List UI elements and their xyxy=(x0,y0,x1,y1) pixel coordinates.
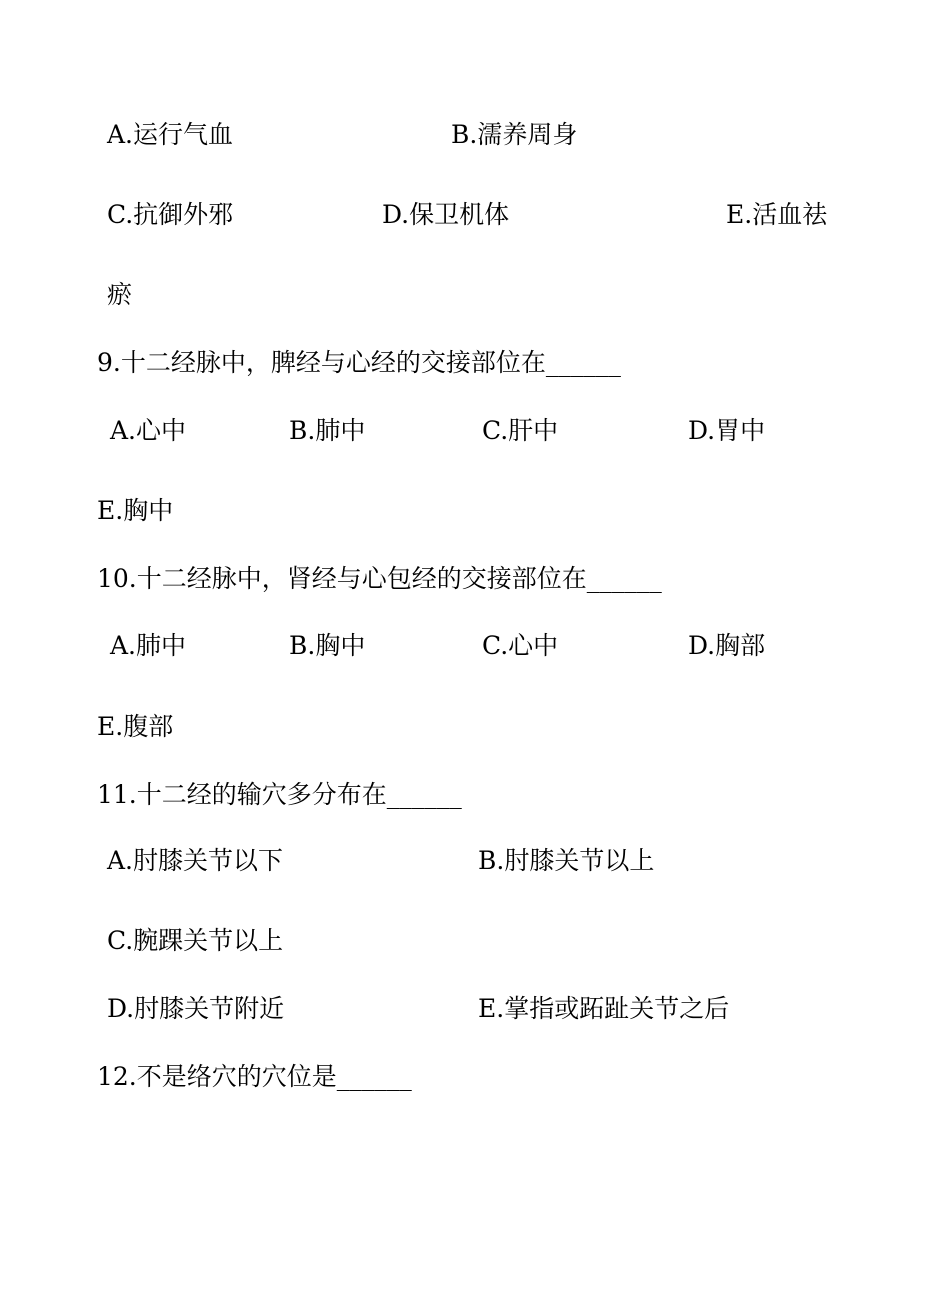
q8-option-b: B.濡养周身 xyxy=(451,120,578,149)
q10-option-a: A.肺中 xyxy=(110,631,187,660)
q8-option-e: E.活血祛 xyxy=(726,200,828,229)
q9-option-e: E.胸中 xyxy=(97,496,174,525)
q12-stem: 12.不是络穴的穴位是______ xyxy=(97,1062,412,1091)
q8-option-e-continued: 瘀 xyxy=(107,280,133,309)
q11-option-c: C.腕踝关节以上 xyxy=(107,926,284,955)
q10-option-c: C.心中 xyxy=(482,631,559,660)
q10-stem: 10.十二经脉中，肾经与心包经的交接部位在______ xyxy=(97,564,662,593)
q10-option-b: B.胸中 xyxy=(289,631,366,660)
q9-stem: 9.十二经脉中，脾经与心经的交接部位在______ xyxy=(97,348,621,377)
q8-option-a: A.运行气血 xyxy=(107,120,234,149)
q9-option-a: A.心中 xyxy=(110,416,187,445)
q10-option-e: E.腹部 xyxy=(97,712,174,741)
q10-option-d: D.胸部 xyxy=(688,631,766,660)
q11-option-b: B.肘膝关节以上 xyxy=(478,846,655,875)
q8-option-d: D.保卫机体 xyxy=(382,200,510,229)
q11-stem: 11.十二经的输穴多分布在______ xyxy=(97,780,462,809)
q11-option-a: A.肘膝关节以下 xyxy=(107,846,284,875)
q8-option-c: C.抗御外邪 xyxy=(107,200,234,229)
q9-option-d: D.胃中 xyxy=(688,416,766,445)
q9-option-c: C.肝中 xyxy=(482,416,559,445)
q9-option-b: B.肺中 xyxy=(289,416,366,445)
q11-option-e: E.掌指或跖趾关节之后 xyxy=(478,994,730,1023)
q11-option-d: D.肘膝关节附近 xyxy=(107,994,285,1023)
